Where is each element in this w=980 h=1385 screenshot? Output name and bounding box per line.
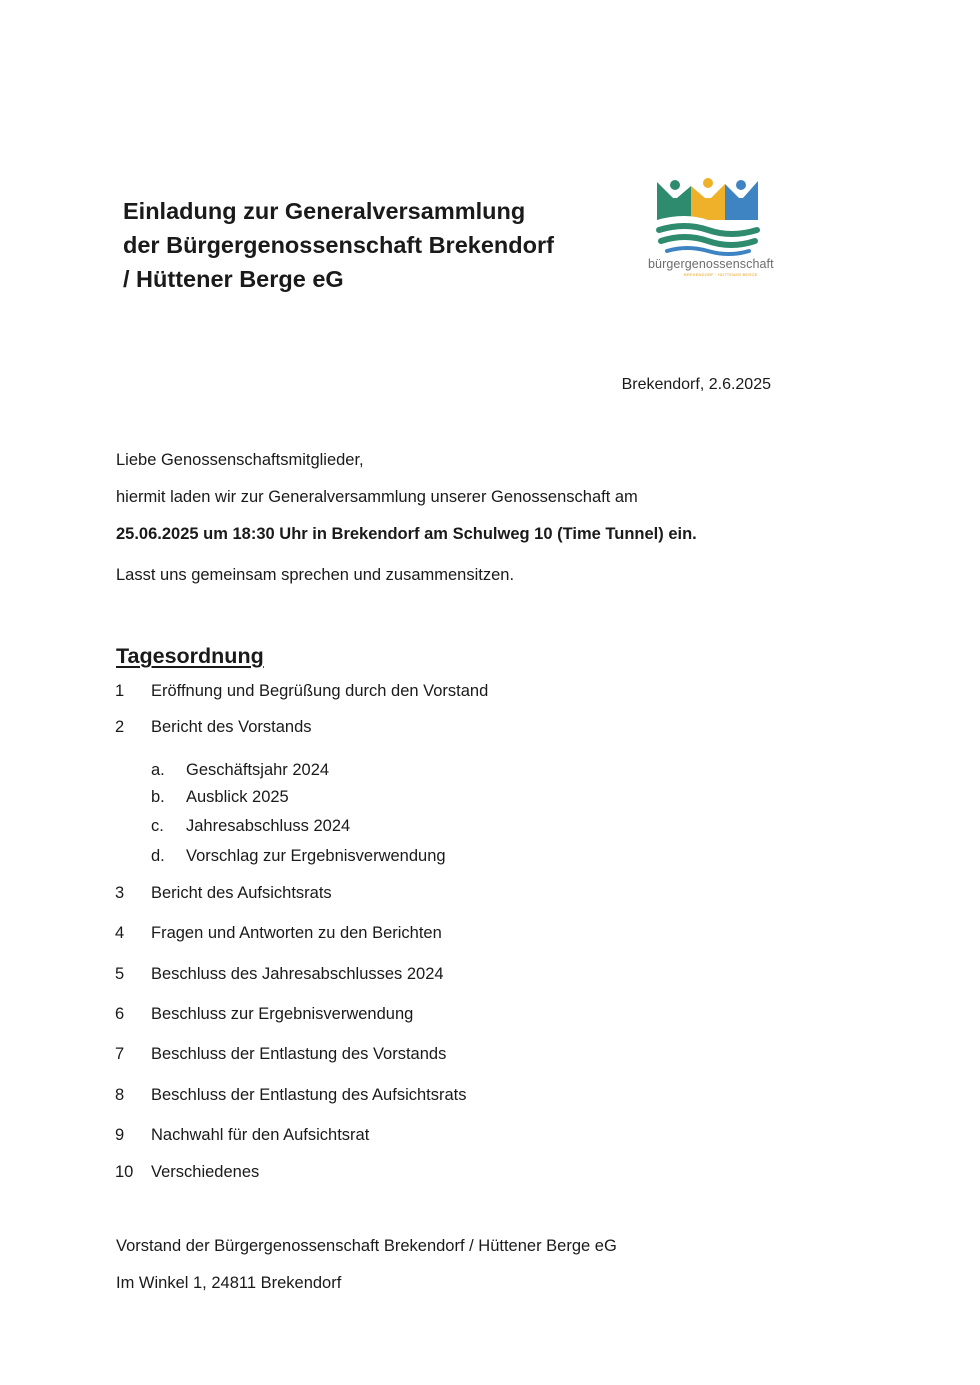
closing-line: Lasst uns gemeinsam sprechen und zusammensitzen. — [116, 566, 515, 584]
agenda-number: 4 — [115, 924, 125, 942]
title-line-2: der Bürgergenossenschaft Brekendorf — [123, 232, 554, 258]
agenda-item: Beschluss zur Ergebnisverwendung — [151, 1005, 414, 1023]
footer-board: Vorstand der Bürgergenossenschaft Brekendorf / Hüttener Berge eG — [116, 1237, 617, 1255]
footer-address: Im Winkel 1, 24811 Brekendorf — [116, 1274, 342, 1292]
agenda-item: Eröffnung und Begrüßung durch den Vorstand — [151, 682, 489, 700]
agenda-number: 8 — [115, 1086, 125, 1104]
sub-item: Jahresabschluss 2024 — [186, 817, 351, 835]
agenda-number: 6 — [115, 1005, 125, 1023]
agenda-item: Nachwahl für den Aufsichtsrat — [151, 1126, 370, 1144]
invite-date-location: 25.06.2025 um 18:30 Uhr in Brekendorf am Schulweg 10 (Time Tunnel) ein. — [116, 525, 697, 543]
logo-wordmark: bürgergenossenschaft — [648, 257, 774, 271]
sub-item-letter: d. — [151, 847, 165, 865]
agenda-item: Bericht des Aufsichtsrats — [151, 884, 332, 902]
agenda-number: 3 — [115, 884, 125, 902]
agenda-item: Beschluss der Entlastung des Vorstands — [151, 1045, 447, 1063]
sub-item: Vorschlag zur Ergebnisverwendung — [186, 847, 446, 865]
title-line-3: / Hüttener Berge eG — [123, 266, 344, 292]
title-line-1: Einladung zur Generalversammlung — [123, 198, 526, 224]
agenda-item: Fragen und Antworten zu den Berichten — [151, 924, 442, 942]
agenda-heading: Tagesordnung — [116, 644, 264, 668]
logo-figures-icon — [645, 174, 775, 256]
agenda-item: Beschluss des Jahresabschlusses 2024 — [151, 965, 444, 983]
logo-subline: BREKENDORF · HÜTTENER BERGE — [684, 272, 758, 277]
agenda-number: 1 — [115, 682, 125, 700]
agenda-item: Bericht des Vorstands — [151, 718, 312, 736]
invite-line: hiermit laden wir zur Generalversammlung unserer Genossenschaft am — [116, 488, 638, 506]
agenda-number: 10 — [115, 1163, 134, 1181]
date-line: Brekendorf, 2.6.2025 — [621, 376, 771, 393]
agenda-number: 5 — [115, 965, 125, 983]
agenda-number: 2 — [115, 718, 125, 736]
sub-item: Geschäftsjahr 2024 — [186, 761, 330, 779]
sub-item-letter: c. — [151, 817, 164, 835]
page-title — [123, 194, 554, 296]
agenda-item: Beschluss der Entlastung des Aufsichtsrats — [151, 1086, 467, 1104]
agenda-item: Verschiedenes — [151, 1163, 260, 1181]
greeting: Liebe Genossenschaftsmitglieder, — [116, 451, 364, 469]
cooperative-logo — [645, 174, 775, 282]
sub-item-letter: b. — [151, 788, 165, 806]
sub-item-letter: a. — [151, 761, 165, 779]
sub-item: Ausblick 2025 — [186, 788, 289, 806]
agenda-number: 9 — [115, 1126, 125, 1144]
agenda-number: 7 — [115, 1045, 125, 1063]
